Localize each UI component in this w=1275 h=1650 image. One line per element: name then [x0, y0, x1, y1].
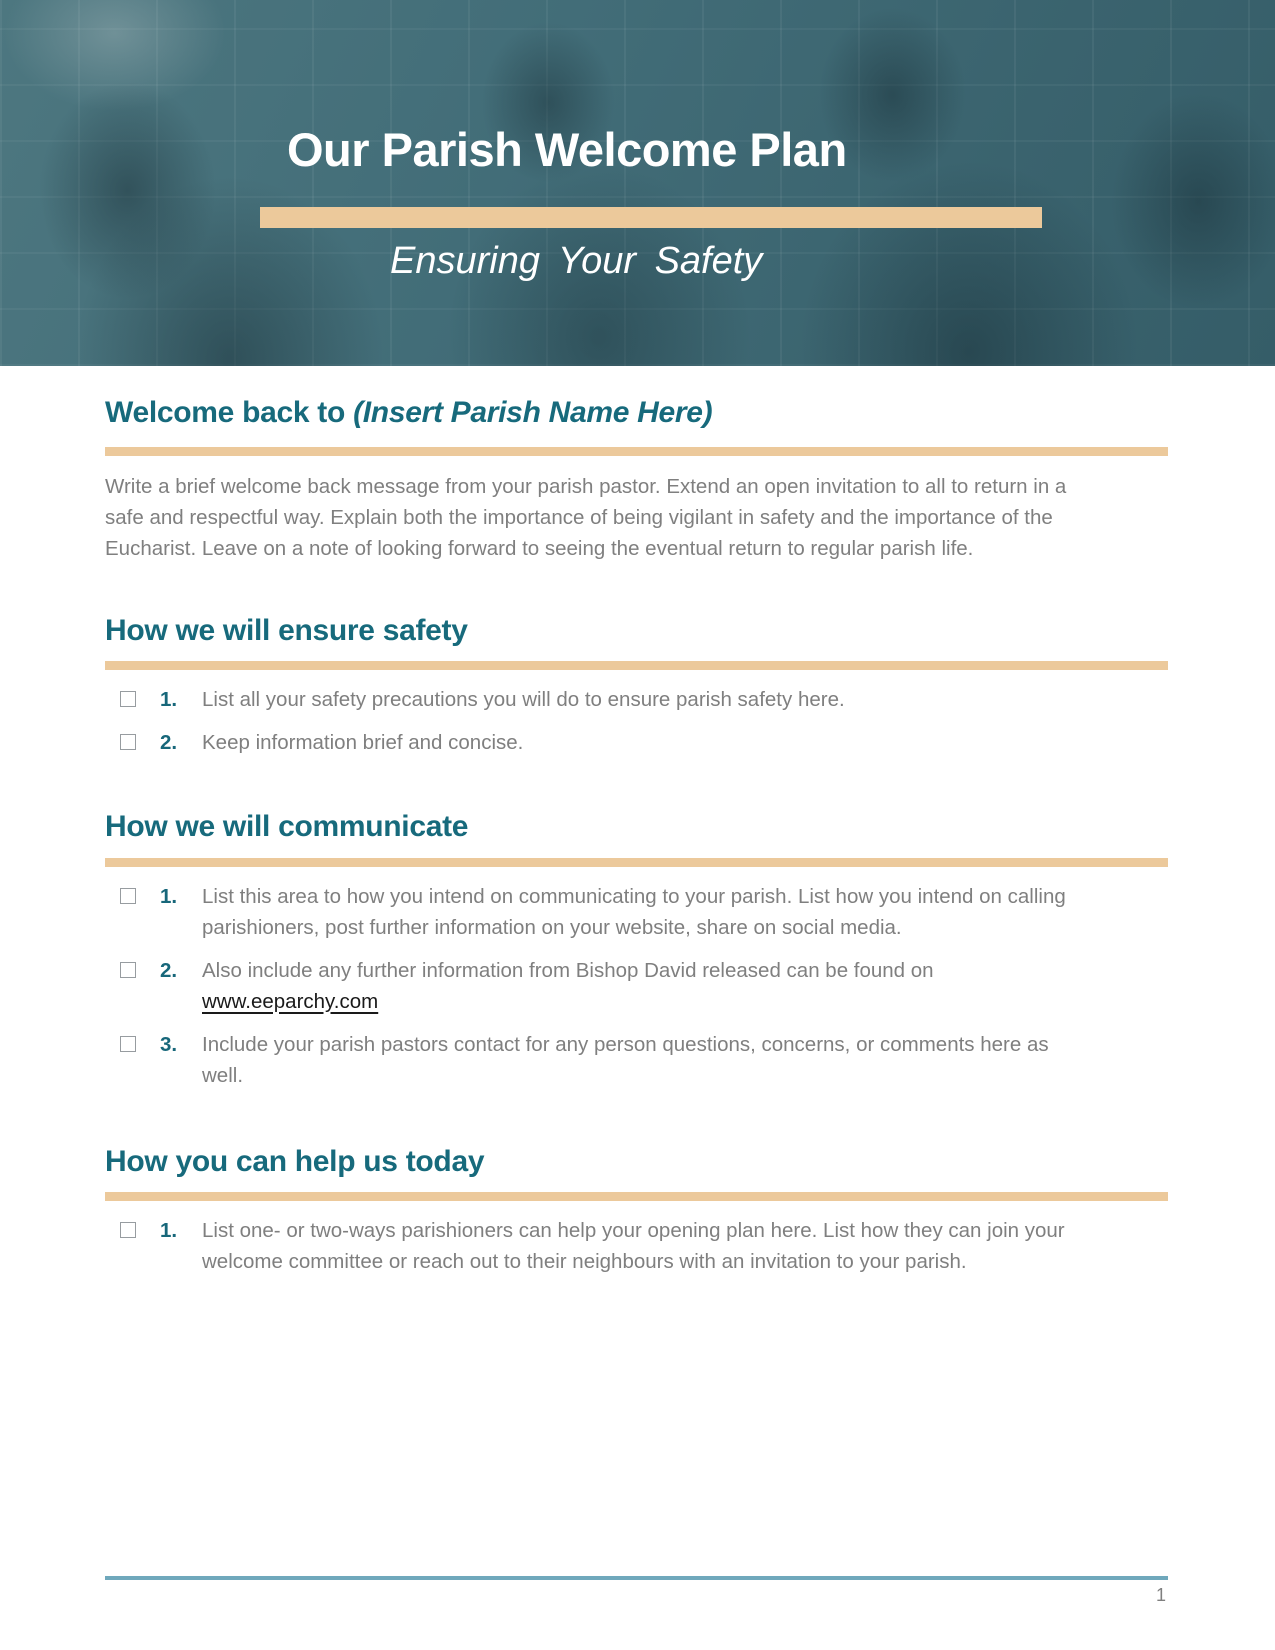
section-rule-ensure-safety: [105, 661, 1168, 670]
item-text: List this area to how you intend on communicating to your parish. List how you intend on calling parishioners, post further information on your website, share on social media.: [202, 884, 1066, 939]
section-rule-help-today: [105, 1192, 1168, 1201]
checkbox-icon[interactable]: [120, 1222, 136, 1238]
section-heading-communicate: How we will communicate: [105, 810, 469, 843]
checklist-communicate: [105, 881, 1168, 1091]
item-text: Include your parish pastors contact for any person questions, concerns, or comments here as well.: [202, 1032, 1049, 1087]
item-number: 2.: [160, 731, 178, 754]
page-number: 1: [1155, 1585, 1166, 1605]
checkbox-icon[interactable]: [120, 691, 136, 707]
item-number: 3.: [160, 1032, 178, 1056]
checkbox-icon[interactable]: [120, 962, 136, 978]
document-subtitle: Ensuring Your Safety: [390, 240, 763, 282]
checkbox-icon[interactable]: [120, 734, 136, 750]
welcome-paragraph: Write a brief welcome back message from your parish pastor. Extend an open invitation to all to return in a safe and respectful way. Explain both the importance of being vigilant in safety and the importance of the Eucharist. Leave on a note of looking forward to seeing the eventual return to regular parish life.: [105, 474, 1067, 560]
item-text: List all your safety precautions you will do to ensure parish safety here.: [202, 688, 845, 711]
list-item: [120, 1215, 1168, 1277]
item-number: 2.: [160, 958, 178, 982]
checkbox-icon[interactable]: [120, 1036, 136, 1052]
section-heading-ensure-safety: How we will ensure safety: [105, 613, 468, 647]
item-text-before-link: Also include any further information from Bishop David released can be found on: [202, 958, 934, 982]
section-heading-welcome-placeholder: (Insert Parish Name Here): [353, 396, 713, 429]
header-banner: [0, 0, 1275, 366]
item-number: 1.: [160, 884, 178, 908]
section-rule-communicate: [105, 858, 1168, 867]
document-title: Our Parish Welcome Plan: [287, 123, 847, 176]
eeparchy-link[interactable]: www.eeparchy.com: [202, 989, 379, 1013]
footer-divider-line: [105, 1576, 1168, 1580]
checkbox-icon[interactable]: [120, 888, 136, 904]
section-heading-welcome-plain: Welcome back to: [105, 396, 354, 429]
header-accent-bar: [260, 207, 1042, 228]
list-item: [120, 1029, 1168, 1091]
item-text: Keep information brief and concise.: [202, 731, 524, 754]
section-heading-welcome: [105, 396, 1168, 431]
item-number: 1.: [160, 688, 178, 711]
list-item: [120, 955, 1168, 1017]
item-text: [202, 955, 1087, 1017]
page-footer: [105, 1576, 1168, 1606]
list-item: [120, 727, 1168, 758]
checklist-ensure-safety: [105, 684, 1168, 758]
checklist-help-today: [105, 1215, 1168, 1277]
list-item: [120, 684, 1168, 715]
item-number: 1.: [160, 1219, 178, 1242]
item-text: List one- or two-ways parishioners can help your opening plan here. List how they can join your welcome committee or reach out to their neighbours with an invitation to your parish.: [202, 1219, 1065, 1273]
section-heading-help-today: How you can help us today: [105, 1144, 485, 1178]
document-body: [0, 396, 1275, 1277]
section-rule-welcome: [105, 447, 1168, 456]
list-item: [120, 881, 1168, 943]
